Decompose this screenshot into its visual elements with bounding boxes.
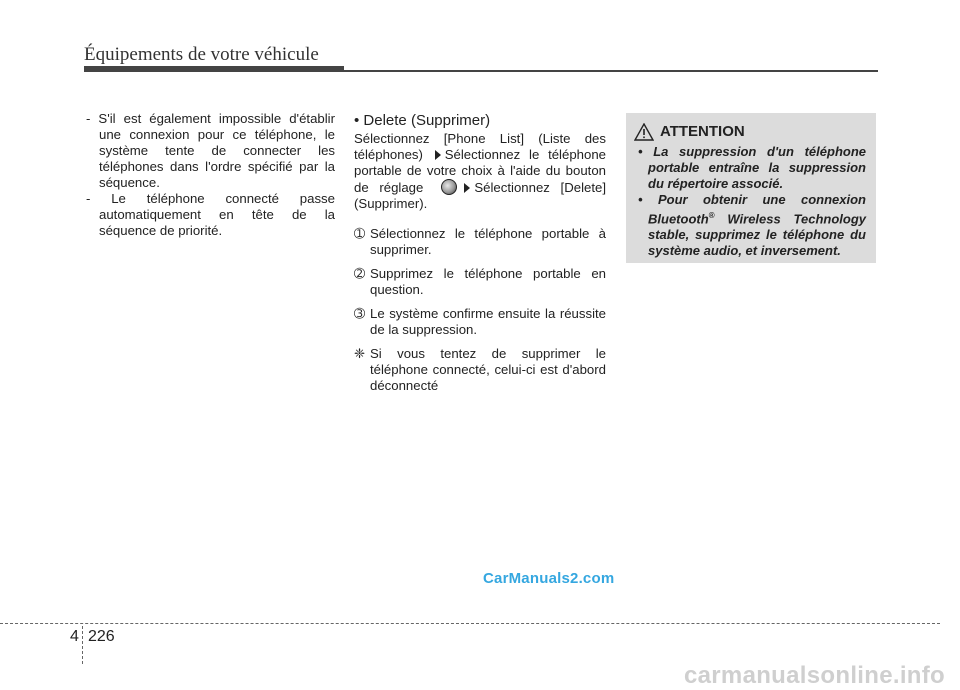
attention-item: • La suppression d'un téléphone portable entraîne la suppression du répertoire associé. xyxy=(638,144,866,191)
list-item xyxy=(354,266,606,298)
list-item xyxy=(354,226,606,258)
registered-mark: ® xyxy=(708,211,715,220)
list-item xyxy=(354,346,606,394)
list-item: - S'il est également impossible d'établir une connexion pour ce téléphone, le système tente de connecter les téléphones dans l'ordre spécifié par la séquence. xyxy=(86,111,335,190)
step-text: Supprimez le téléphone portable en question. xyxy=(370,266,606,297)
column-middle xyxy=(354,113,606,394)
footer-vertical-divider xyxy=(82,626,83,664)
step-symbol: ➂ xyxy=(354,306,366,321)
watermark-carmanualsonline: carmanualsonline.info xyxy=(684,662,946,689)
attention-header xyxy=(634,123,876,141)
instruction-part: Sélectionnez [Delete] (Supprimer). xyxy=(354,180,607,211)
delete-instructions xyxy=(354,131,606,212)
column-left xyxy=(86,111,335,239)
list-item: - Le téléphone connecté passe automatiquement en tête de la séquence de priorité. xyxy=(86,191,335,238)
instruction-part: Sélectionnez le téléphone portable de votre choix à l'aide du bouton de réglage xyxy=(354,147,606,195)
arrow-right-icon xyxy=(464,183,470,193)
instruction-part: Sélectionnez [Phone List] (Liste des téléphones) xyxy=(354,131,606,162)
step-text: Le système confirme ensuite la réussite de la suppression. xyxy=(370,306,606,337)
warning-triangle-icon xyxy=(634,123,654,141)
attention-text: Wireless Technology stable, supprimez le téléphone du système audio, et inversement. xyxy=(648,211,866,259)
page-header-title: Équipements de votre véhicule xyxy=(84,44,319,65)
section-heading: • Delete (Supprimer) xyxy=(354,112,491,129)
attention-item xyxy=(634,192,866,259)
attention-title: ATTENTION xyxy=(660,123,745,140)
step-symbol: ❈ xyxy=(354,346,366,361)
step-symbol: ➀ xyxy=(354,226,366,241)
step-text: Si vous tentez de supprimer le téléphone connecté, celui-ci est d'abord déconnecté xyxy=(370,346,606,393)
tune-knob-icon xyxy=(441,179,457,195)
footer-divider xyxy=(0,623,940,624)
chapter-number: 4 xyxy=(70,628,79,645)
step-symbol: ➁ xyxy=(354,266,366,281)
attention-text: • Pour obtenir une connexion Bluetooth xyxy=(638,192,866,227)
attention-box xyxy=(626,113,876,263)
step-text: Sélectionnez le téléphone portable à supprimer. xyxy=(370,226,606,257)
arrow-right-icon xyxy=(435,150,441,160)
list-item xyxy=(354,306,606,338)
page-number: 226 xyxy=(88,628,115,645)
header-rule-thin xyxy=(84,70,878,72)
watermark-carmanuals: CarManuals2.com xyxy=(483,570,615,587)
